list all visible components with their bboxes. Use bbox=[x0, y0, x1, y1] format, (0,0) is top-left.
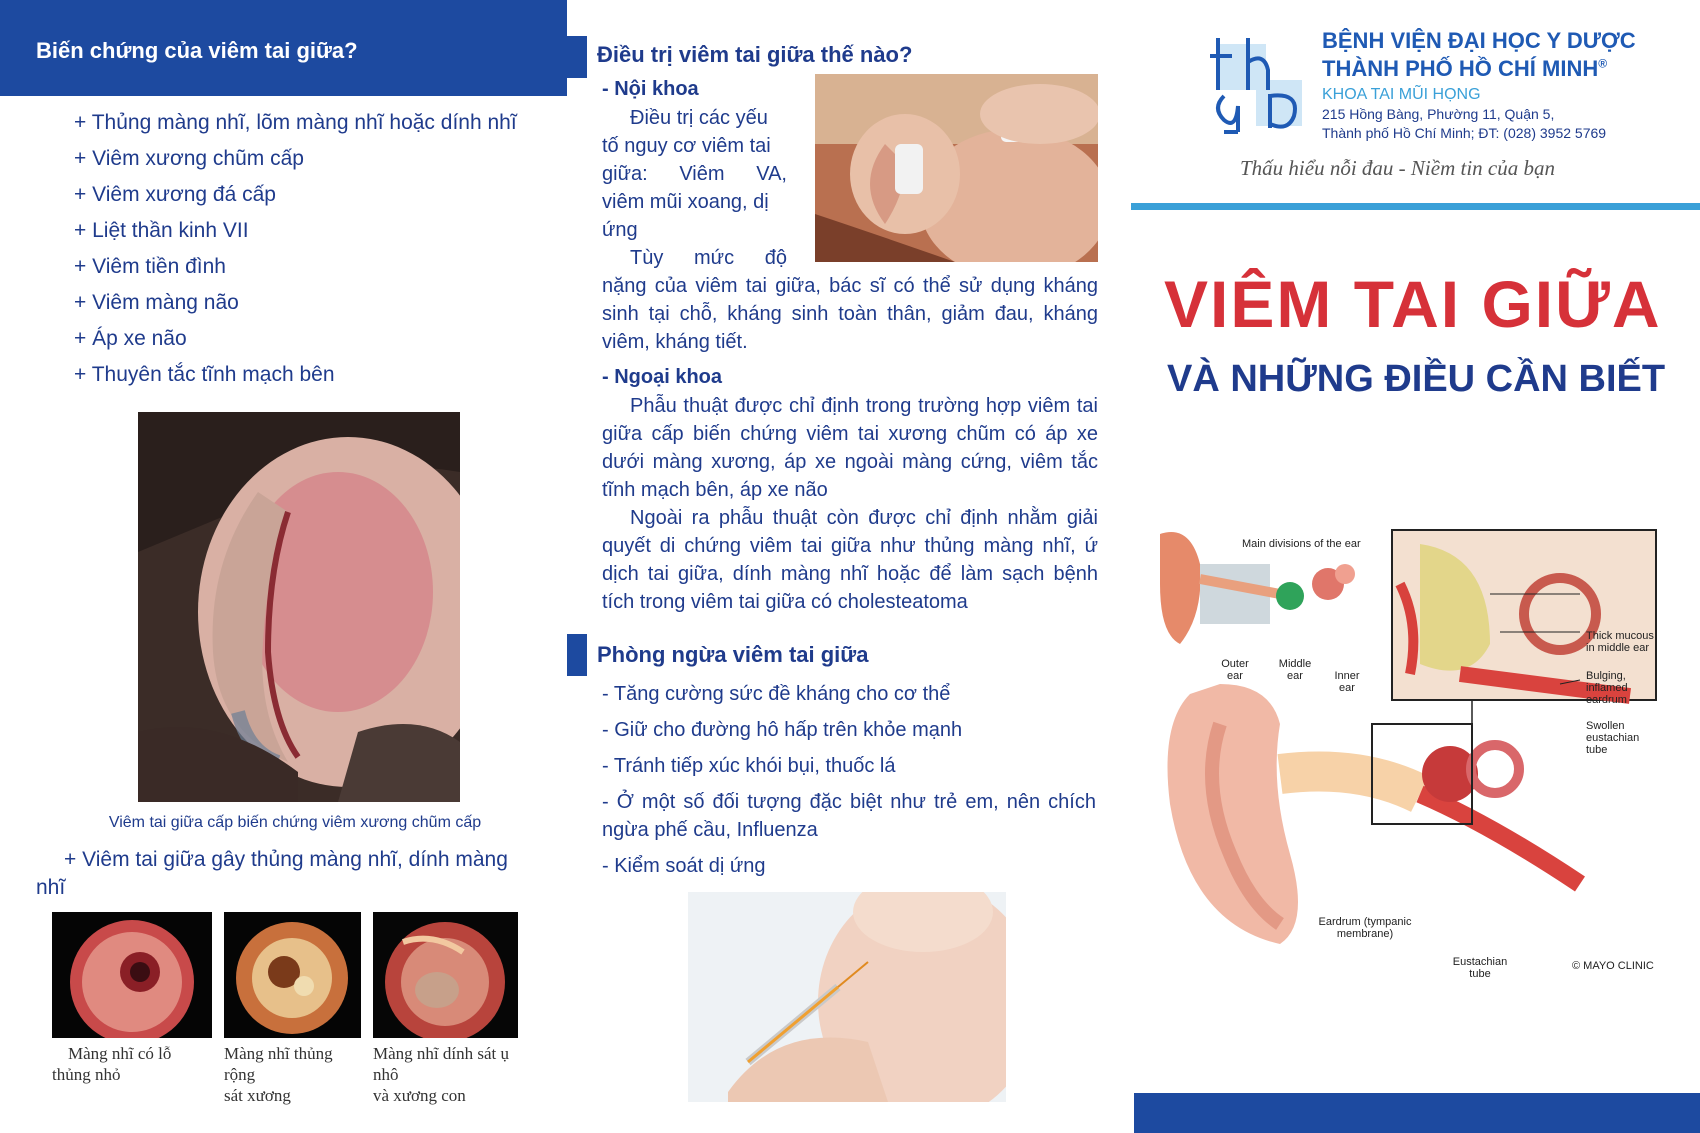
complications-header: Biến chứng của viêm tai giữa? bbox=[36, 38, 358, 63]
otoscope-caption-2 bbox=[224, 1043, 333, 1106]
internal-treatment-full: nặng của viêm tai giữa, bác sĩ có thể sử dụng kháng sinh tại chỗ, kháng sinh toàn thân, giảm đau, kháng viêm, kháng tiết. bbox=[602, 275, 1098, 353]
hospital-name-line2 bbox=[1322, 56, 1607, 82]
footer-bar bbox=[1134, 1093, 1700, 1133]
department-name: KHOA TAI MŨI HỌNG bbox=[1322, 86, 1481, 103]
registered-mark: ® bbox=[1598, 56, 1608, 71]
section-marker bbox=[567, 36, 587, 78]
otoscope-caption-3 bbox=[373, 1043, 509, 1106]
perforation-note-line1: + Viêm tai giữa gây thủng màng nhĩ, dính màng bbox=[64, 848, 508, 871]
text-line: giữa: Viêm VA, bbox=[602, 163, 787, 185]
list-item: - Giữ cho đường hô hấp trên khỏe mạnh bbox=[602, 719, 963, 741]
otoscope-image-large-perforation bbox=[224, 912, 361, 1038]
caption-line: và xương con bbox=[373, 1086, 466, 1105]
caption-line: rộng bbox=[224, 1065, 256, 1084]
vaccination-photo bbox=[688, 892, 1006, 1102]
complications-header-banner bbox=[0, 0, 567, 96]
eardrum-illustration bbox=[52, 912, 212, 1038]
caption-line: Màng nhĩ dính sát ụ bbox=[373, 1044, 509, 1063]
ear-drops-illustration bbox=[815, 74, 1098, 262]
list-item: + Viêm màng não bbox=[74, 291, 239, 314]
diagram-label: Thick mucous in middle ear bbox=[1586, 630, 1654, 654]
address-line1: 215 Hồng Bàng, Phường 11, Quận 5, bbox=[1322, 106, 1555, 122]
text-line: Tùy mức độ bbox=[630, 247, 787, 269]
diagram-label: Inner ear bbox=[1334, 670, 1360, 694]
caption-line: thủng nhỏ bbox=[52, 1065, 121, 1084]
otoscope-image-adhesive bbox=[373, 912, 518, 1038]
caption-line: sát xương bbox=[224, 1086, 291, 1105]
ear-illustration bbox=[138, 412, 460, 802]
text-line: ứng bbox=[602, 219, 638, 241]
text-line: tố nguy cơ viêm tai bbox=[602, 135, 771, 157]
hospital-name-line2-text: THÀNH PHỐ HỒ CHÍ MINH bbox=[1322, 56, 1599, 81]
hospital-logo-icon bbox=[1208, 36, 1312, 134]
list-item: - Tăng cường sức đề kháng cho cơ thể bbox=[602, 683, 951, 705]
otoscope-caption-1 bbox=[52, 1043, 172, 1085]
brochure-subtitle: VÀ NHỮNG ĐIỀU CẦN BIẾT bbox=[1167, 358, 1666, 400]
address-line2: Thành phố Hồ Chí Minh; ĐT: (028) 3952 5769 bbox=[1322, 125, 1607, 141]
list-item: + Viêm xương đá cấp bbox=[74, 183, 276, 206]
ear-anatomy-diagram bbox=[1160, 524, 1660, 984]
perforation-note-line2: nhĩ bbox=[36, 876, 66, 899]
vaccination-illustration bbox=[688, 892, 1006, 1102]
diagram-label: Bulging, inflamed eardrum bbox=[1586, 670, 1628, 706]
list-item: + Liệt thần kinh VII bbox=[74, 219, 249, 242]
divider bbox=[1131, 203, 1700, 210]
caption-line: Màng nhĩ thủng bbox=[224, 1044, 333, 1063]
text-line: viêm mũi xoang, dị bbox=[602, 191, 769, 213]
surgery-title: - Ngoại khoa bbox=[602, 366, 723, 388]
treatment-title: Điều trị viêm tai giữa thế nào? bbox=[597, 42, 913, 67]
prevention-list bbox=[602, 680, 1096, 888]
hospital-name-line1: BỆNH VIỆN ĐẠI HỌC Y DƯỢC bbox=[1322, 28, 1636, 53]
list-item: - Kiểm soát dị ứng bbox=[602, 855, 766, 877]
complications-list bbox=[74, 105, 554, 393]
internal-treatment-title: - Nội khoa bbox=[602, 78, 699, 100]
diagram-label: Outer ear bbox=[1221, 658, 1249, 682]
list-item: + Thủng màng nhĩ, lõm màng nhĩ hoặc dính nhĩ bbox=[74, 111, 517, 134]
list-item: - Ở một số đối tượng đặc biệt như trẻ em, nên chích ngừa phế cầu, Influenza bbox=[602, 791, 1096, 841]
list-item: + Thuyên tắc tĩnh mạch bên bbox=[74, 363, 335, 386]
otoscope-image-small-perforation bbox=[52, 912, 212, 1038]
diagram-label: Swollen eustachian tube bbox=[1586, 720, 1640, 756]
list-item: + Áp xe não bbox=[74, 327, 187, 350]
text-line: Điều trị các yếu bbox=[630, 107, 768, 129]
list-item: + Viêm xương chũm cấp bbox=[74, 147, 304, 170]
diagram-label: Main divisions of the ear bbox=[1242, 538, 1361, 550]
mastoiditis-caption: Viêm tai giữa cấp biến chứng viêm xương chũm cấp bbox=[108, 814, 482, 831]
prevention-title: Phòng ngừa viêm tai giữa bbox=[597, 642, 869, 667]
diagram-label: Eardrum (tympanic membrane) bbox=[1318, 916, 1412, 940]
mastoiditis-ear-photo bbox=[138, 412, 460, 802]
ear-drops-photo bbox=[815, 74, 1098, 262]
surgery-paragraph-1: Phẫu thuật được chỉ định trong trường hợp viêm tai giữa cấp biến chứng viêm tai xương chũm có áp xe dưới màng xương, áp xe ngoài màng cứng, viêm tắc tĩnh mạch bên, áp xe não bbox=[602, 395, 1098, 501]
diagram-label: Eustachian tube bbox=[1452, 956, 1508, 980]
diagram-credit: © MAYO CLINIC bbox=[1572, 960, 1654, 972]
list-item: - Tránh tiếp xúc khói bụi, thuốc lá bbox=[602, 755, 896, 777]
caption-line: nhô bbox=[373, 1065, 399, 1084]
ear-anatomy-illustration bbox=[1160, 524, 1660, 984]
diagram-label: Middle ear bbox=[1278, 658, 1312, 682]
caption-line: Màng nhĩ có lỗ bbox=[68, 1044, 172, 1063]
slogan: Thấu hiểu nỗi đau - Niềm tin của bạn bbox=[1240, 156, 1555, 180]
list-item: + Viêm tiền đình bbox=[74, 255, 226, 278]
eardrum-illustration bbox=[224, 912, 361, 1038]
internal-treatment-text bbox=[602, 104, 787, 272]
brochure-title: VIÊM TAI GIỮA bbox=[1164, 267, 1662, 341]
eardrum-illustration bbox=[373, 912, 518, 1038]
surgery-paragraph-2: Ngoài ra phẫu thuật còn được chỉ định nhằm giải quyết di chứng viêm tai giữa như thủng màng nhĩ, ứ dịch tai giữa, dính màng nhĩ hoặc để làm sạch bệnh tích trong viêm tai giữa có cholesteatoma bbox=[602, 507, 1098, 613]
section-marker bbox=[567, 634, 587, 676]
